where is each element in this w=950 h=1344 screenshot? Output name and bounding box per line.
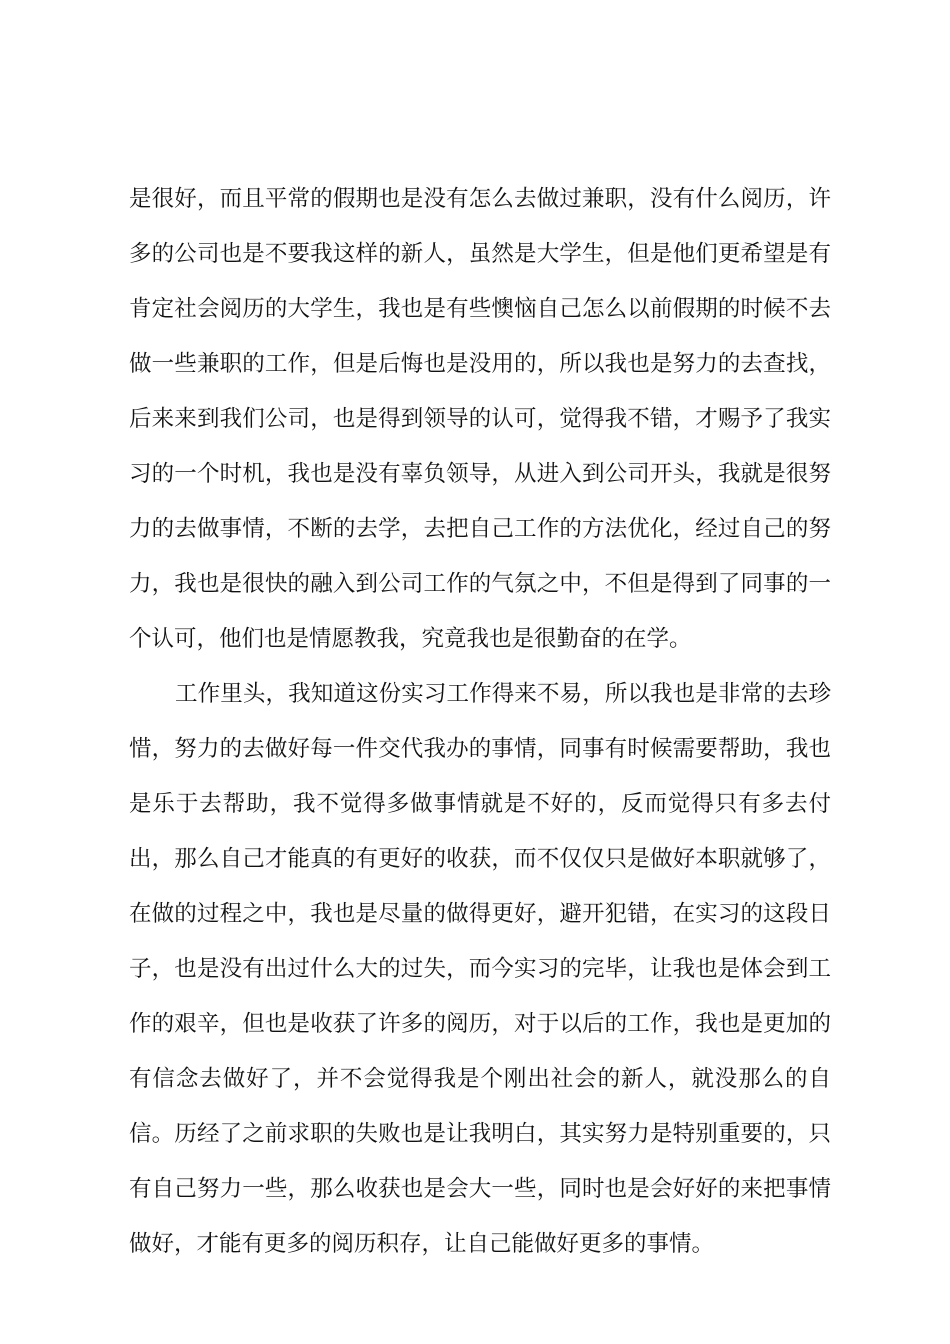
text-line: 肯定社会阅历的大学生，我也是有些懊恼自己怎么以前假期的时候不去 (129, 296, 831, 322)
text-line: 做好，才能有更多的阅历积存，让自己能做好更多的事情。 (129, 1231, 715, 1257)
text-line: 有信念去做好了，并不会觉得我是个刚出社会的新人，就没那么的自 (129, 1066, 831, 1092)
text-line: 子，也是没有出过什么大的过失，而今实习的完毕，让我也是体会到工 (129, 956, 831, 982)
text-line: 多的公司也是不要我这样的新人，虽然是大学生，但是他们更希望是有 (129, 241, 831, 267)
text-line: 作的艰辛，但也是收获了许多的阅历，对于以后的工作，我也是更加的 (129, 1011, 831, 1037)
text-line: 力的去做事情，不断的去学，去把自己工作的方法优化，经过自己的努 (129, 516, 831, 542)
text-line: 惜，努力的去做好每一件交代我办的事情，同事有时候需要帮助，我也 (129, 736, 831, 762)
text-line: 在做的过程之中，我也是尽量的做得更好，避开犯错，在实习的这段日 (129, 901, 831, 927)
text-line: 有自己努力一些，那么收获也是会大一些，同时也是会好好的来把事情 (129, 1176, 831, 1202)
text-line: 力，我也是很快的融入到公司工作的气氛之中，不但是得到了同事的一 (129, 571, 831, 597)
text-line: 习的一个时机，我也是没有辜负领导，从进入到公司开头，我就是很努 (129, 461, 831, 487)
text-line: 出，那么自己才能真的有更好的收获，而不仅仅只是做好本职就够了， (129, 846, 831, 872)
text-line: 工作里头，我知道这份实习工作得来不易，所以我也是非常的去珍 (175, 681, 831, 707)
text-line: 是很好，而且平常的假期也是没有怎么去做过兼职，没有什么阅历，许 (129, 186, 831, 212)
text-line: 个认可，他们也是情愿教我，究竟我也是很勤奋的在学。 (129, 626, 692, 652)
text-line: 信。历经了之前求职的失败也是让我明白，其实努力是特别重要的，只 (129, 1121, 831, 1147)
text-line: 做一些兼职的工作，但是后悔也是没用的，所以我也是努力的去查找， (129, 351, 831, 377)
text-line: 后来来到我们公司，也是得到领导的认可，觉得我不错，才赐予了我实 (129, 406, 831, 432)
text-line: 是乐于去帮助，我不觉得多做事情就是不好的，反而觉得只有多去付 (129, 791, 831, 817)
